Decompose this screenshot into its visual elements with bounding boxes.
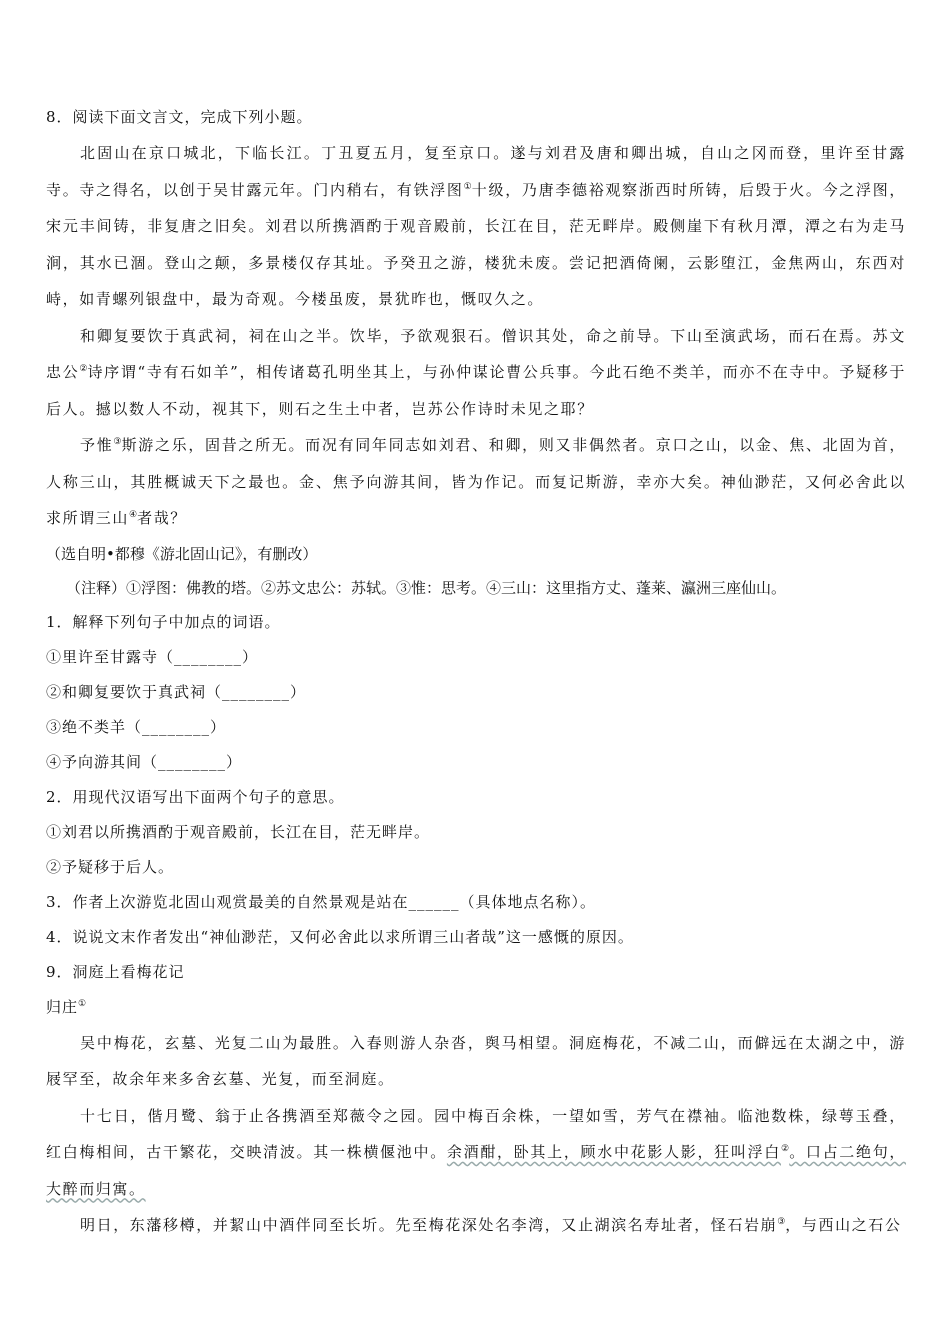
- text-segment: 4．说说文末作者发出“神仙渺茫，又何必舍此以求所谓三山者哉”这一感慨的原因。: [46, 927, 634, 946]
- footnote-marker: ①: [78, 998, 87, 1009]
- text-segment: 北固山在京口城北，下临长江。丁丑夏五月，复至京口。遂与刘君及唐和卿出城，自山之冈而登，里许至甘露寺。寺之得名，以创于吴甘露元年。门内稍右，有铁浮图: [46, 144, 906, 199]
- text-segment: ①里许至甘露寺（________）: [46, 647, 259, 666]
- annotation-note: [46, 571, 906, 605]
- text-segment: 斯游之乐，固昔之所无。而况有同年同志如刘君、和卿，则又非偶然者。京口之山，以金、焦、北固为首，人称三山，其胜概诚天下之最也。金、焦予向游其间，皆为作记。而复记斯游，幸亦大矣。神仙渺茫，又何必舍此以求所谓三山: [46, 436, 906, 527]
- text-segment: 9．洞庭上看梅花记: [46, 962, 185, 981]
- question-line: [46, 675, 906, 710]
- footnote-marker: ②: [79, 364, 88, 374]
- text-segment: 吴中梅花，玄墓、光复二山为最胜。入春则游人杂沓，舆马相望。洞庭梅花，不减二山，而僻远在太湖之中，游屐罕至，故余年来多舍玄墓、光复，而至洞庭。: [46, 1033, 906, 1088]
- text-segment: 3．作者上次游览北固山观赏最美的自然景观是站在______（具体地点名称）。: [46, 892, 597, 911]
- footnote-marker: ④: [129, 510, 138, 520]
- text-segment: （选自明•都穆《游北固山记》，有删改）: [46, 544, 318, 563]
- text-segment: ④予向游其间（________）: [46, 752, 243, 771]
- text-segment: ①刘君以所携酒酌于观音殿前，长江在目，茫无畔岸。: [46, 822, 431, 841]
- text-segment: 诗序谓“寺有石如羊”，相传诸葛孔明坐其上，与孙仲谋论曹公兵事。今此石绝不类羊，而亦不在寺中。予疑移于后人。撼以数人不动，视其下，则石之生土中者，岂苏公作诗时未见之耶？: [46, 363, 907, 418]
- text-segment: ，与西山之石公: [785, 1216, 902, 1234]
- question-line: [46, 745, 906, 780]
- text-segment: （注释）①浮图：佛教的塔。②苏文忠公：苏轼。③惟：思考。④三山：这里指方丈、蓬莱、瀛洲三座仙山。: [66, 578, 787, 597]
- text-segment: 8．阅读下面文言文，完成下列小题。: [46, 108, 313, 126]
- text-segment: 2．用现代汉语写出下面两个句子的意思。: [46, 787, 345, 806]
- text-segment: 归庄: [46, 997, 79, 1016]
- paragraph: [46, 427, 906, 537]
- text-segment: ②予疑移于后人。: [46, 857, 175, 876]
- question-line: [46, 780, 906, 815]
- source-citation: [46, 537, 906, 571]
- paragraph: [46, 1207, 906, 1244]
- text-segment: 明日，东藩移樽，并絜山中酒伴同至长圻。先至梅花深处名李湾，又止湖滨名寿址者，怪石岩崩: [80, 1216, 778, 1234]
- text-segment: 十级，乃唐李德裕观察浙西时所铸，后毁于火。今之浮图，宋元丰间铸，非复唐之旧矣。刘君以所携酒酌于观音殿前，长江在目，茫无畔岸。殿侧崖下有秋月潭，潭之右为走马涧，其水已涸。登山之颠，多景楼仅存其址。予癸丑之游，楼犹未废。尝记把酒倚阑，云影堕江，金焦两山，东西对峙，如青螺列银盘中，最为奇观。今楼虽废，景犹昨也，慨叹久之。: [46, 180, 906, 308]
- question-line: [46, 815, 906, 850]
- question-line: [46, 920, 906, 955]
- footnote-marker: ③: [777, 1217, 786, 1227]
- question-line: [46, 990, 906, 1025]
- footnote-marker: ②: [781, 1144, 790, 1154]
- text-segment: 者哉？: [137, 509, 187, 527]
- text-segment: 和卿复要饮于真武祠，祠在山之半。饮毕，予欲观狠石。僧识其处，命之前导。下山至演武场，而石在焉。苏文忠公: [46, 326, 906, 381]
- text-segment: ②和卿复要饮于真武祠（________）: [46, 682, 307, 701]
- question-line: [46, 850, 906, 885]
- question-line: [46, 640, 906, 675]
- text-segment: 1．解释下列句子中加点的词语。: [46, 612, 281, 631]
- question-line: [46, 605, 906, 640]
- text-segment: 。口占二绝句，大醉而归寓。: [46, 1143, 907, 1198]
- question-line: [46, 885, 906, 920]
- paragraph: [46, 318, 906, 428]
- paragraph: [46, 135, 906, 318]
- question-line: [46, 100, 906, 135]
- footnote-marker: ③: [113, 437, 122, 447]
- text-segment: ③绝不类羊（________）: [46, 717, 227, 736]
- paragraph: [46, 1025, 906, 1098]
- text-segment: 余酒酣，卧其上，顾水中花影人影，狂叫浮白: [446, 1143, 781, 1161]
- question-line: [46, 710, 906, 745]
- text-segment: 予惟: [80, 436, 114, 454]
- paragraph: [46, 1098, 906, 1208]
- footnote-marker: ①: [463, 181, 472, 192]
- document-page: [46, 100, 906, 1244]
- question-line: [46, 955, 906, 990]
- text-segment: 十七日，偕月鹭、翁于止各携酒至郑薇令之园。园中梅百余株，一望如雪，芳气在襟袖。临池数株，绿萼玉叠，红白梅相间，古干繁花，交映清波。其一株横偃池中。: [46, 1106, 906, 1161]
